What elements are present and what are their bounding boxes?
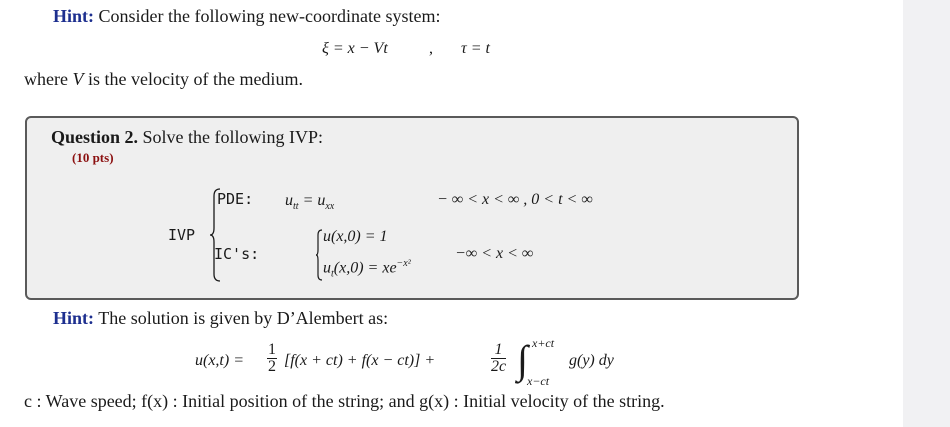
ic-condition-1: u(x,0) = 1 [323, 228, 388, 245]
right-side-panel [903, 0, 950, 427]
coord-separator: , [429, 40, 433, 57]
frac1-denominator: 2 [268, 358, 276, 375]
xi-equation: ξ = x − Vt [322, 40, 388, 57]
ivp-label: IVP [168, 226, 196, 244]
fraction-one-over-2c [491, 342, 506, 375]
question-number: Question 2. [51, 127, 139, 147]
question-box [25, 116, 799, 300]
fraction-one-half [267, 342, 277, 375]
where-suffix: is the velocity of the medium. [83, 69, 303, 89]
pde-label: PDE: [217, 190, 254, 208]
where-prefix: where [24, 69, 73, 89]
formula-middle: [f(x + ct) + f(x − ct)] + [284, 352, 436, 369]
velocity-symbol: V [72, 69, 84, 89]
ic-label: IC's: [214, 245, 260, 263]
where-line [24, 69, 303, 90]
question-title [51, 127, 323, 148]
hint-line-2 [53, 308, 388, 329]
frac2-numerator: 1 [491, 342, 506, 359]
formula-lhs: u(x,t) = [195, 352, 244, 369]
integral-upper-limit: x+ct [532, 336, 555, 350]
ic-condition-2: $u_t(x,0) = xe^{-x^2}$ [323, 258, 411, 280]
hint2-label: Hint: [53, 308, 95, 328]
integral-sign: ∫ [517, 337, 528, 382]
tau-equation: τ = t [461, 40, 490, 57]
hint-line-1 [53, 6, 440, 27]
pde-equation: $u_{tt} = u_{xx}$ [285, 192, 335, 213]
pde-domain: − ∞ < x < ∞ , 0 < t < ∞ [437, 191, 593, 208]
question-points: (10 pts) [72, 150, 114, 165]
integral-lower-limit: x−ct [527, 374, 550, 388]
ic-domain: −∞ < x < ∞ [455, 245, 534, 262]
ic-brace [315, 229, 323, 281]
hint-text: Consider the following new-coordinate system: [98, 6, 441, 26]
hint-label: Hint: [53, 6, 95, 26]
frac1-numerator: 1 [268, 341, 276, 358]
frac2-denominator: 2c [491, 358, 507, 375]
footnote-definitions: c : Wave speed; f(x) : Initial position of the string; and g(x) : Initial velocity of the string. [24, 391, 665, 411]
dalembert-formula [195, 338, 645, 394]
hint2-text: The solution is given by D’Alembert as: [98, 308, 389, 328]
integrand: g(y) dy [569, 352, 614, 369]
question-instruction: Solve the following IVP: [142, 127, 324, 147]
